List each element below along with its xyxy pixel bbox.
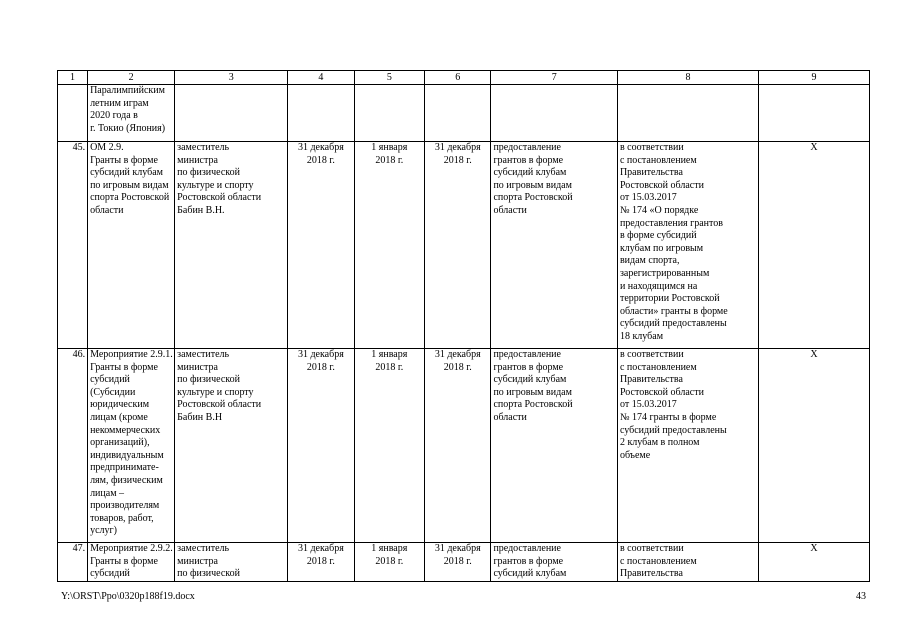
start-date-cell: 1 января 2018 г. [354, 142, 425, 349]
column-number-row [58, 71, 870, 85]
end-date-cell: 31 декабря 2018 г. [425, 349, 491, 543]
start-date-cell: 1 января 2018 г. [354, 349, 425, 543]
number-cell: 47. [58, 543, 88, 582]
table-row [58, 349, 870, 543]
expected-result-cell: предоставление грантов в форме субсидий клубам по игровым видам спорта Ростовской области [491, 142, 618, 349]
header-cell: 8 [617, 71, 758, 85]
header-cell: 5 [354, 71, 425, 85]
column-9-cell: Х [758, 543, 869, 582]
measure-name-cell: Паралимпийским летним играм 2020 года в г. Токио (Япония) [88, 85, 175, 142]
header-cell: 2 [88, 71, 175, 85]
expected-result-cell [491, 85, 618, 142]
header-cell: 1 [58, 71, 88, 85]
expected-result-cell: предоставление грантов в форме субсидий клубам по игровым видам спорта Ростовской области [491, 349, 618, 543]
actual-result-cell: в соответствии с постановлением Правительства Ростовской области от 15.03.2017 № 174 гранты в форме субсидий предоставлены 2 клубам в полном объеме [617, 349, 758, 543]
number-cell [58, 85, 88, 142]
report-table [57, 70, 870, 582]
responsible-cell: заместитель министра по физической [175, 543, 288, 582]
end-date-cell [425, 85, 491, 142]
table-row [58, 142, 870, 349]
number-cell: 46. [58, 349, 88, 543]
expected-result-cell: предоставление грантов в форме субсидий клубам [491, 543, 618, 582]
header-cell: 9 [758, 71, 869, 85]
responsible-cell: заместитель министра по физической культуре и спорту Ростовской области Бабин В.Н. [175, 142, 288, 349]
responsible-cell [175, 85, 288, 142]
actual-result-cell: в соответствии с постановлением Правительства Ростовской области от 15.03.2017 № 174 «О порядке предоставления грантов в форме субсидий клубам по игровым видам спорта, зарегистрированным и находящимся на территории Ростовской области» гранты в форме субсидий предоставлены 18 клубам [617, 142, 758, 349]
number-cell: 45. [58, 142, 88, 349]
column-9-cell: Х [758, 349, 869, 543]
header-cell: 3 [175, 71, 288, 85]
end-date-cell: 31 декабря 2018 г. [425, 142, 491, 349]
page-number: 43 [856, 591, 866, 602]
measure-name-cell: ОМ 2.9. Гранты в форме субсидий клубам по игровым видам спорта Ростовской области [88, 142, 175, 349]
measure-name-cell: Мероприятие 2.9.2. Гранты в форме субсидий [88, 543, 175, 582]
header-cell: 6 [425, 71, 491, 85]
deadline-cell [288, 85, 354, 142]
deadline-cell: 31 декабря 2018 г. [288, 142, 354, 349]
actual-result-cell [617, 85, 758, 142]
continuation-row [58, 85, 870, 142]
measure-name-cell: Мероприятие 2.9.1. Гранты в форме субсидий (Субсидии юридическим лицам (кроме некоммерческих организаций), индивидуальным предпринимате- лям, физическим лицам – производителям товаров, работ, услуг) [88, 349, 175, 543]
header-cell: 7 [491, 71, 618, 85]
start-date-cell: 1 января 2018 г. [354, 543, 425, 582]
actual-result-cell: в соответствии с постановлением Правительства [617, 543, 758, 582]
file-path-footer: Y:\ORST\Ppo\0320p188f19.docx [61, 591, 195, 602]
deadline-cell: 31 декабря 2018 г. [288, 543, 354, 582]
table-row [58, 543, 870, 582]
end-date-cell: 31 декабря 2018 г. [425, 543, 491, 582]
header-cell: 4 [288, 71, 354, 85]
column-9-cell: Х [758, 142, 869, 349]
column-9-cell [758, 85, 869, 142]
start-date-cell [354, 85, 425, 142]
deadline-cell: 31 декабря 2018 г. [288, 349, 354, 543]
responsible-cell: заместитель министра по физической культуре и спорту Ростовской области Бабин В.Н [175, 349, 288, 543]
